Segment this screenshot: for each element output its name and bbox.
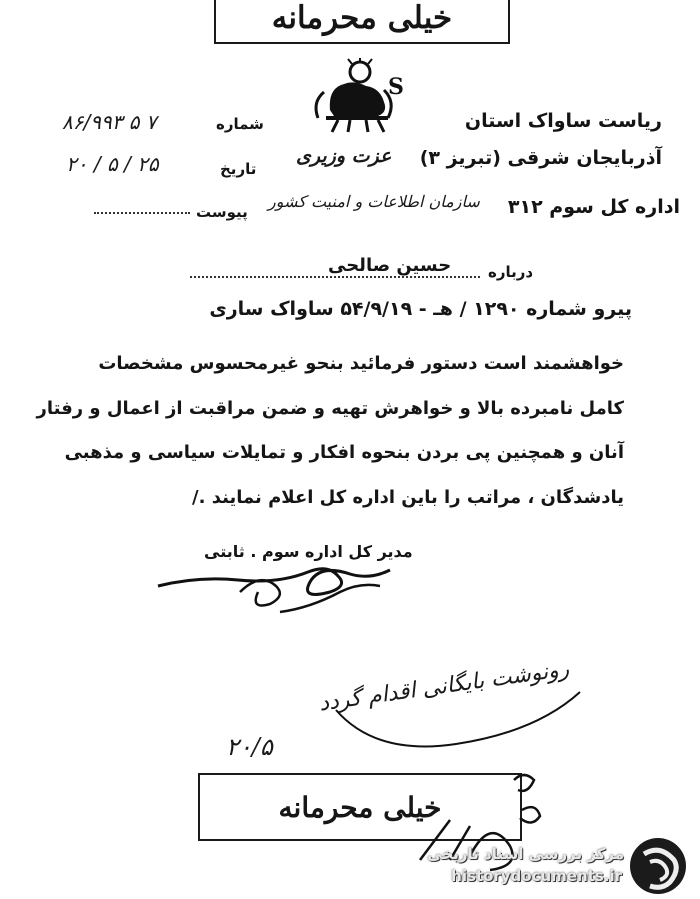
handwritten-note: رونوشت بایگانی اقدام گردد <box>317 656 571 717</box>
attachment-dotted-line <box>94 212 190 214</box>
date-label: تاریخ <box>220 160 257 178</box>
stamp-top-confidential <box>214 0 510 44</box>
stamp-bottom-text: خیلی محرمانه <box>278 790 442 824</box>
reference-line: پیرو شماره ۱۲۹۰ / هـ - ۵۴/۹/۱۹ ساواک ساری <box>209 298 632 320</box>
subject-dotted-line <box>190 276 480 278</box>
watermark-logo-icon <box>630 838 686 894</box>
date-value: ۲۰ / ۵ / ۲۵ <box>66 152 159 176</box>
signature-title: مدیر کل اداره سوم . ثابتی <box>204 542 413 561</box>
body-line-4: یادشدگان ، مراتب را باین اداره کل اعلام نمایند ./ <box>192 487 624 508</box>
svg-text:S: S <box>388 74 404 100</box>
subject-label: درباره <box>488 263 534 281</box>
header-line-department: اداره کل سوم ۳۱۲ <box>507 196 680 218</box>
stamp-top-text: خیلی محرمانه <box>271 0 453 36</box>
header-line-province: آذربایجان شرقی (تبریز ۳) <box>419 147 662 169</box>
header-handwritten-name: عزت وزیری <box>296 145 392 167</box>
attachment-label: پیوست <box>196 203 248 221</box>
number-label: شماره <box>216 115 264 133</box>
handwritten-number: ۲۰/۵ <box>226 733 273 761</box>
handwritten-flourish <box>330 690 590 756</box>
number-value: ۸۶/۹۹۳ ۵ ۷ <box>62 110 157 134</box>
header-line-organization: ریاست ساواک استان <box>464 110 662 132</box>
watermark-title: مرکز بررسی اسناد تاریخی <box>427 845 624 863</box>
header-handwritten-organization: سازمان اطلاعات و امنیت کشور <box>268 192 480 211</box>
watermark-url: historydocuments.ir <box>451 867 622 885</box>
subject-value: حسین صالحی <box>328 255 452 276</box>
body-line-1: خواهشمند است دستور فرمائید بنحو غیرمحسوس مشخصات <box>98 353 624 374</box>
body-line-3: آنان و همچنین پی بردن بنحوه افکار و تمایلات سیاسی و مذهبی <box>64 442 624 463</box>
signature-scribble <box>150 552 400 616</box>
body-line-2: کامل نامبرده بالا و خواهرش تهیه و ضمن مراقبت از اعمال و رفتار <box>36 398 624 419</box>
